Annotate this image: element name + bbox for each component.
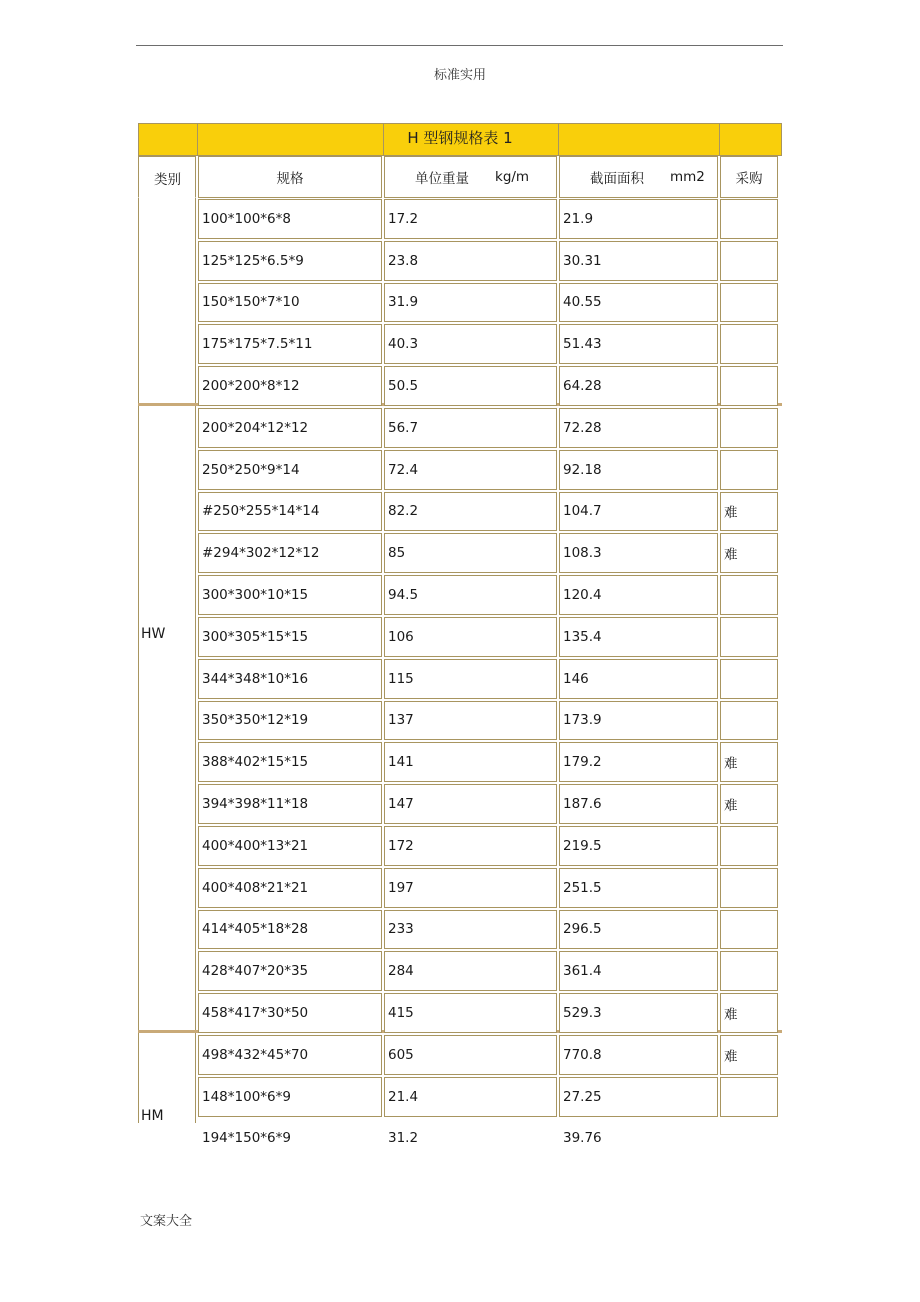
weight-value: 115	[388, 670, 414, 687]
purchase-value: 难	[724, 798, 738, 815]
spec-value: 300*305*15*15	[202, 628, 309, 645]
cell-area	[559, 910, 718, 950]
spec-value: 350*350*12*19	[202, 712, 309, 729]
cell-weight	[384, 1119, 557, 1159]
cell-purchase	[720, 826, 778, 866]
header-weight-unit: kg/m	[495, 169, 530, 185]
cell-weight	[384, 199, 557, 239]
cell-spec	[198, 910, 382, 950]
cell-area	[559, 241, 718, 281]
cell-purchase	[720, 617, 778, 657]
cell-weight	[384, 1077, 557, 1117]
cell-weight	[384, 450, 557, 490]
cell-spec	[198, 617, 382, 657]
cell-spec	[198, 283, 382, 323]
spec-value: 394*398*11*18	[202, 796, 309, 813]
purchase-value: 难	[724, 505, 738, 522]
cell-spec	[198, 492, 382, 532]
cell-purchase	[720, 575, 778, 615]
spec-value: 498*432*45*70	[202, 1046, 309, 1063]
spec-value: 148*100*6*9	[202, 1088, 291, 1105]
cell-purchase	[720, 241, 778, 281]
cell-purchase	[720, 1077, 778, 1117]
area-value: 64.28	[563, 378, 602, 395]
cell-weight	[384, 701, 557, 741]
cell-spec	[198, 533, 382, 573]
spec-value: 125*125*6.5*9	[202, 252, 304, 269]
header-purchase: 采购	[735, 171, 763, 187]
cell-purchase	[720, 366, 778, 406]
category-hw-label: HW	[141, 626, 166, 642]
cell-purchase	[720, 742, 778, 782]
cell-spec	[198, 784, 382, 824]
cell-purchase	[720, 910, 778, 950]
area-value: 108.3	[563, 545, 602, 562]
spec-value: #294*302*12*12	[202, 545, 320, 562]
cell-weight	[384, 533, 557, 573]
cell-area	[559, 742, 718, 782]
spec-value: 388*402*15*15	[202, 754, 309, 771]
weight-value: 56.7	[388, 419, 419, 436]
cell-purchase	[720, 533, 778, 573]
spec-value: 300*300*10*15	[202, 587, 309, 604]
cell-area	[559, 533, 718, 573]
area-value: 27.25	[563, 1088, 602, 1105]
page-header: 标准实用	[433, 68, 486, 83]
cell-purchase	[720, 324, 778, 364]
area-value: 146	[563, 670, 589, 687]
weight-value: 94.5	[388, 587, 419, 604]
weight-value: 50.5	[388, 378, 419, 395]
cell-area	[559, 1035, 718, 1075]
weight-value: 141	[388, 754, 414, 771]
cell-purchase	[720, 701, 778, 741]
area-value: 30.31	[563, 252, 602, 269]
cell-spec	[198, 408, 382, 448]
spec-value: 194*150*6*9	[202, 1130, 291, 1147]
area-value: 39.76	[563, 1130, 602, 1147]
header-purchase-cell	[720, 156, 778, 198]
cell-spec	[198, 1077, 382, 1117]
cell-area	[559, 492, 718, 532]
cell-area	[559, 659, 718, 699]
area-value: 179.2	[563, 754, 602, 771]
cell-purchase	[720, 659, 778, 699]
cell-weight	[384, 910, 557, 950]
cell-weight	[384, 1035, 557, 1075]
category-hm-label: HM	[141, 1108, 164, 1124]
cell-area	[559, 784, 718, 824]
area-value: 251.5	[563, 879, 602, 896]
spec-value: 250*250*9*14	[202, 461, 300, 478]
spec-value: 344*348*10*16	[202, 670, 309, 687]
spec-value: 175*175*7.5*11	[202, 336, 313, 353]
purchase-value: 难	[724, 756, 738, 773]
cell-area	[559, 366, 718, 406]
cell-area	[559, 1077, 718, 1117]
purchase-value: 难	[724, 547, 738, 564]
area-value: 51.43	[563, 336, 602, 353]
spec-value: 200*204*12*12	[202, 419, 309, 436]
cell-purchase	[720, 492, 778, 532]
cell-spec	[198, 199, 382, 239]
cell-area	[559, 283, 718, 323]
cell-spec	[198, 1035, 382, 1075]
header-area-cell	[559, 156, 718, 198]
cell-area	[559, 199, 718, 239]
cell-weight	[384, 784, 557, 824]
header-spec-cell	[198, 156, 382, 198]
spec-value: 150*150*7*10	[202, 294, 300, 311]
weight-value: 106	[388, 628, 414, 645]
spec-value: #250*255*14*14	[202, 503, 320, 520]
weight-value: 85	[388, 545, 406, 562]
cell-purchase	[720, 283, 778, 323]
cell-weight	[384, 868, 557, 908]
cell-area	[559, 617, 718, 657]
weight-value: 605	[388, 1046, 414, 1063]
header-rule	[136, 45, 783, 46]
cell-purchase	[720, 951, 778, 991]
cell-spec	[198, 742, 382, 782]
cell-spec	[198, 993, 382, 1033]
cell-weight	[384, 993, 557, 1033]
cell-area	[559, 701, 718, 741]
weight-value: 40.3	[388, 336, 419, 353]
cell-area	[559, 408, 718, 448]
cell-spec	[198, 826, 382, 866]
header-weight: 单位重量	[415, 171, 469, 187]
weight-value: 415	[388, 1005, 414, 1022]
cell-area	[559, 324, 718, 364]
cell-weight	[384, 324, 557, 364]
cell-weight	[384, 951, 557, 991]
header-area-unit: mm2	[670, 169, 705, 185]
weight-value: 82.2	[388, 503, 419, 520]
cell-weight	[384, 366, 557, 406]
cell-weight	[384, 575, 557, 615]
cell-purchase	[720, 450, 778, 490]
area-value: 770.8	[563, 1046, 602, 1063]
h-beam-spec-table	[138, 118, 782, 1158]
area-value: 72.28	[563, 419, 602, 436]
cell-weight	[384, 408, 557, 448]
cell-weight	[384, 241, 557, 281]
weight-value: 233	[388, 921, 414, 938]
weight-value: 17.2	[388, 210, 419, 227]
purchase-value: 难	[724, 1048, 738, 1065]
spec-value: 100*100*6*8	[202, 210, 291, 227]
area-value: 120.4	[563, 587, 602, 604]
cell-area	[559, 993, 718, 1033]
cell-purchase	[720, 868, 778, 908]
cell-purchase	[720, 993, 778, 1033]
spec-value: 200*200*8*12	[202, 378, 300, 395]
cell-area	[559, 826, 718, 866]
area-value: 529.3	[563, 1005, 602, 1022]
weight-value: 172	[388, 837, 414, 854]
cell-purchase	[720, 408, 778, 448]
cell-weight	[384, 617, 557, 657]
weight-value: 197	[388, 879, 414, 896]
cell-area	[559, 1119, 718, 1159]
cell-area	[559, 868, 718, 908]
weight-value: 21.4	[388, 1088, 419, 1105]
cell-spec	[198, 575, 382, 615]
header-weight-cell	[384, 156, 557, 198]
weight-value: 72.4	[388, 461, 419, 478]
cell-spec	[198, 659, 382, 699]
area-value: 361.4	[563, 963, 602, 980]
header-area: 截面面积	[590, 171, 644, 187]
area-value: 296.5	[563, 921, 602, 938]
cell-purchase	[720, 784, 778, 824]
cell-spec	[198, 241, 382, 281]
category-hw-cell	[138, 198, 196, 1030]
purchase-value: 难	[724, 1007, 738, 1024]
cell-spec	[198, 450, 382, 490]
weight-value: 31.9	[388, 294, 419, 311]
spec-value: 414*405*18*28	[202, 921, 309, 938]
spec-value: 458*417*30*50	[202, 1005, 309, 1022]
cell-purchase	[720, 1035, 778, 1075]
cell-spec	[198, 366, 382, 406]
area-value: 40.55	[563, 294, 602, 311]
cell-area	[559, 450, 718, 490]
weight-value: 137	[388, 712, 414, 729]
cell-purchase	[720, 199, 778, 239]
cell-weight	[384, 659, 557, 699]
cell-weight	[384, 742, 557, 782]
area-value: 173.9	[563, 712, 602, 729]
table-title-row	[138, 123, 782, 156]
cell-spec	[198, 951, 382, 991]
area-value: 135.4	[563, 628, 602, 645]
header-spec: 规格	[276, 171, 304, 187]
cell-spec	[198, 324, 382, 364]
weight-value: 147	[388, 796, 414, 813]
spec-value: 400*408*21*21	[202, 879, 309, 896]
area-value: 187.6	[563, 796, 602, 813]
area-value: 219.5	[563, 837, 602, 854]
cell-weight	[384, 283, 557, 323]
cell-purchase	[720, 1119, 778, 1159]
area-value: 21.9	[563, 210, 594, 227]
spec-value: 400*400*13*21	[202, 837, 309, 854]
cell-spec	[198, 701, 382, 741]
table-title: H 型钢规格表 1	[407, 129, 513, 147]
spec-value: 428*407*20*35	[202, 963, 309, 980]
area-value: 104.7	[563, 503, 602, 520]
weight-value: 284	[388, 963, 414, 980]
area-value: 92.18	[563, 461, 602, 478]
cell-weight	[384, 492, 557, 532]
header-category: 类别	[154, 172, 181, 188]
cell-area	[559, 951, 718, 991]
cell-spec	[198, 1119, 382, 1159]
page-footer: 文案大全	[140, 1214, 193, 1229]
cell-weight	[384, 826, 557, 866]
cell-area	[559, 575, 718, 615]
weight-value: 23.8	[388, 252, 419, 269]
weight-value: 31.2	[388, 1130, 419, 1147]
cell-spec	[198, 868, 382, 908]
